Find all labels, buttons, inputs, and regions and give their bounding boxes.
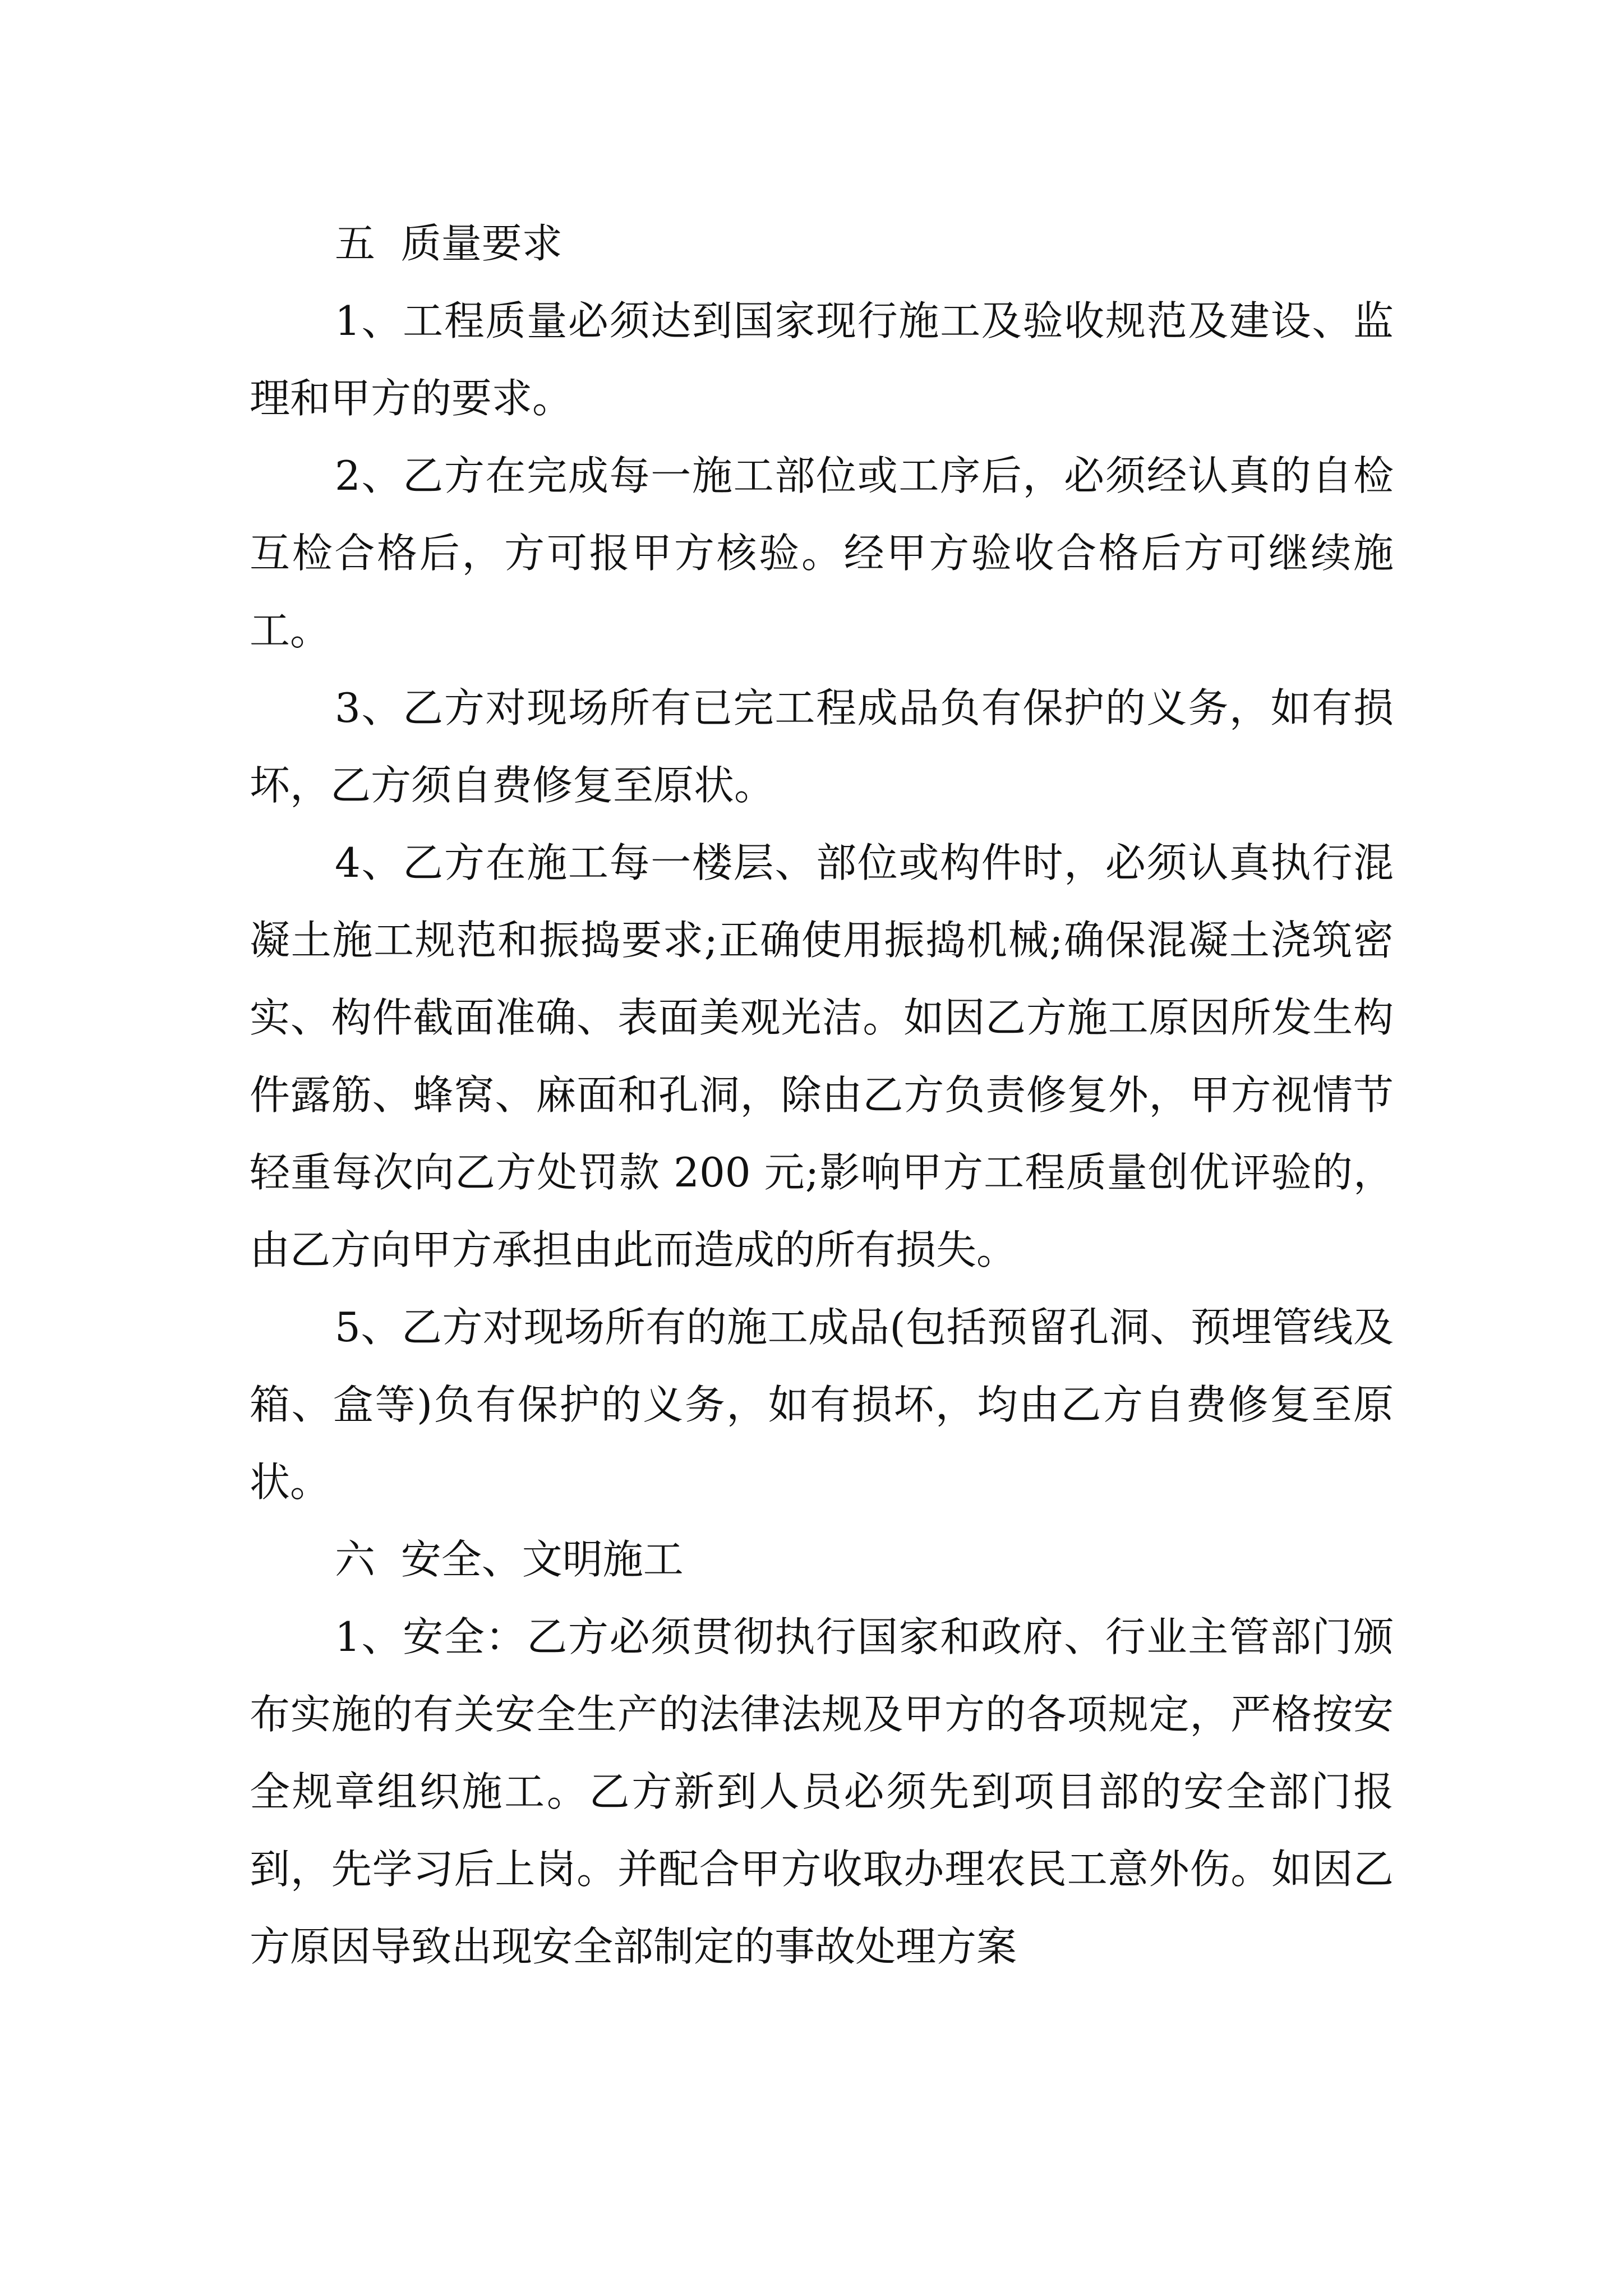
document-body	[250, 205, 1394, 1985]
safety-item-1: 1、安全：乙方必须贯彻执行国家和政府、行业主管部门颁布实施的有关安全生产的法律法规及甲方的各项规定，严格按安全规章组织施工。乙方新到人员必须先到项目部的安全部门报到，先学习后上岗。并配合甲方收取办理农民工意外伤。如因乙方原因导致出现安全部制定的事故处理方案	[250, 1613, 1394, 1970]
quality-item-4: 4、乙方在施工每一楼层、部位或构件时，必须认真执行混凝土施工规范和振捣要求;正确使用振捣机械;确保混凝土浇筑密实、构件截面准确、表面美观光洁。如因乙方施工原因所发生构件露筋、蜂窝、麻面和孔洞，除由乙方负责修复外，甲方视情节轻重每次向乙方处罚款 200 元;影响甲方工程质量创优评验的，由乙方向甲方承担由此而造成的所有损失。	[250, 839, 1394, 1273]
section-heading-quality: 五 质量要求	[335, 220, 562, 267]
quality-item-2: 2、乙方在完成每一施工部位或工序后，必须经认真的自检互检合格后，方可报甲方核验。经甲方验收合格后方可继续施工。	[250, 452, 1394, 654]
quality-item-5: 5、乙方对现场所有的施工成品(包括预留孔洞、预埋管线及箱、盒等)负有保护的义务，如有损坏，均由乙方自费修复至原状。	[250, 1304, 1394, 1506]
section-heading-safety: 六 安全、文明施工	[335, 1536, 684, 1583]
quality-item-1: 1、工程质量必须达到国家现行施工及验收规范及建设、监理和甲方的要求。	[250, 297, 1394, 422]
quality-item-3: 3、乙方对现场所有已完工程成品负有保护的义务，如有损坏，乙方须自费修复至原状。	[250, 684, 1394, 809]
